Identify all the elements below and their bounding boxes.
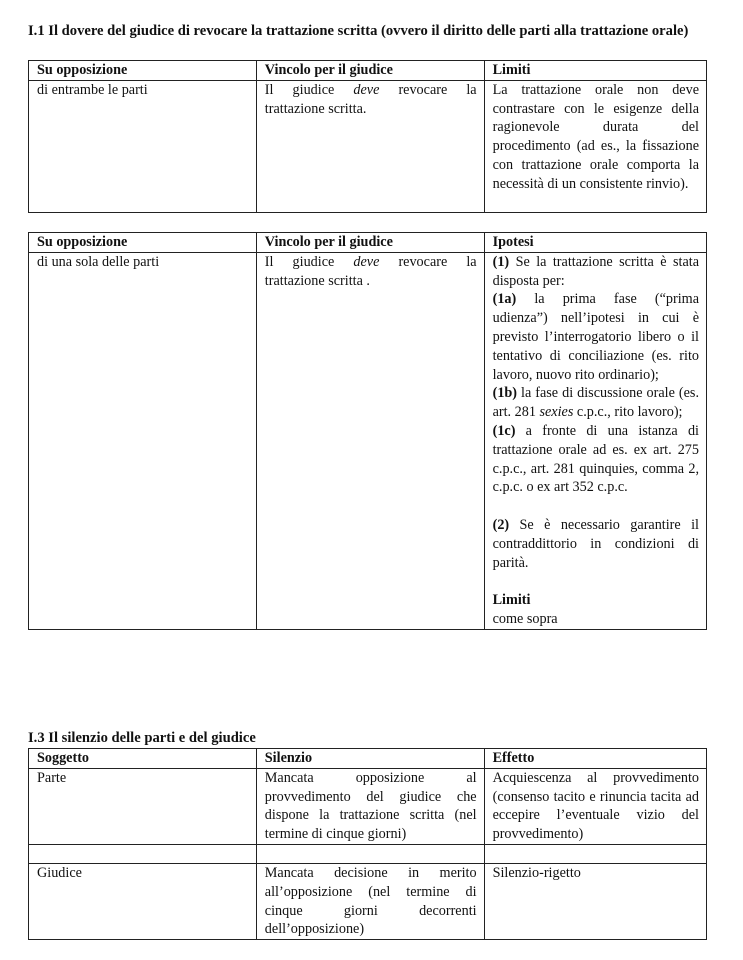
table-opposizione-una-parte: [28, 232, 707, 630]
cell-silenzio: Mancata decisione in merito all’opposizione (nel termine di cinque giorni decorrenti dell’opposizione): [256, 863, 484, 939]
cell-ipotesi: [484, 252, 706, 629]
cell-soggetto: Parte: [29, 768, 257, 844]
vincolo-text-post: revocare la trattazione scritta .: [264, 253, 477, 289]
ipotesi-1b-text-post: c.p.c., rito lavoro);: [573, 404, 683, 421]
table-header-row: [29, 749, 707, 769]
header-ipotesi: Ipotesi: [484, 233, 706, 253]
vincolo-emphasis: deve: [353, 253, 380, 270]
cell-soggetto: Giudice: [29, 863, 257, 939]
spacer: [493, 497, 699, 516]
ipotesi-1b: [493, 384, 699, 422]
table-opposizione-entrambe: [28, 60, 707, 213]
header-su-opposizione: Su opposizione: [29, 233, 257, 253]
header-silenzio: Silenzio: [256, 749, 484, 769]
ipotesi-1: [493, 253, 699, 291]
table-row: [29, 863, 707, 939]
ipotesi-1a-label: (1a): [492, 291, 517, 308]
cell-vincolo: [256, 80, 484, 212]
section-3-title: I.3 Il silenzio delle parti e del giudice: [28, 730, 256, 746]
table-row: [29, 768, 707, 844]
header-vincolo: Vincolo per il giudice: [256, 233, 484, 253]
ipotesi-1a-text: la prima fase (“prima udienza”) nell’ipotesi in cui è previsto l’interrogatorio libero o il tentativo di conciliazione (es. rito lavoro, nuovo rito ordinario);: [492, 291, 699, 383]
header-su-opposizione: Su opposizione: [29, 61, 257, 81]
ipotesi-2-text: Se è necessario garantire il contraddittorio in condizioni di parità.: [492, 516, 699, 571]
ipotesi-2-label: (2): [492, 516, 510, 533]
cell-effetto: Silenzio-rigetto: [484, 863, 706, 939]
cell-silenzio: [256, 844, 484, 863]
ipotesi-1b-label: (1b): [492, 385, 518, 402]
cell-limiti: La trattazione orale non deve contrastare con le esigenze della ragionevole durata del procedimento (ad es., la fissazione con trattazione orale comporta la necessità di un consistente rinvio).: [484, 80, 706, 212]
cell-opposizione: di una sola delle parti: [29, 252, 257, 629]
table-header-row: [29, 61, 707, 81]
vincolo-emphasis: deve: [353, 81, 380, 98]
ipotesi-1c-text: a fronte di una istanza di trattazione orale ad es. ex art. 275 c.p.c., art. 281 quinquies, comma 2, c.p.c. o ex art 352 c.p.c.: [492, 422, 699, 496]
cell-effetto: [484, 844, 706, 863]
section-1-title: I.1 Il dovere del giudice di revocare la trattazione scritta (ovvero il diritto delle parti alla trattazione orale): [28, 23, 689, 39]
table-row: [29, 844, 707, 863]
limiti-label: Limiti: [492, 592, 531, 609]
table-header-row: [29, 233, 707, 253]
spacer: [493, 572, 699, 591]
header-vincolo: Vincolo per il giudice: [256, 61, 484, 81]
cell-opposizione: di entrambe le parti: [29, 80, 257, 212]
table-row: [29, 80, 707, 212]
table-silenzio: [28, 748, 707, 940]
header-limiti: Limiti: [484, 61, 706, 81]
ipotesi-1c: [493, 422, 699, 497]
cell-soggetto: [29, 844, 257, 863]
vincolo-text-post: revocare la trattazione scritta.: [264, 81, 477, 117]
cell-vincolo: [256, 252, 484, 629]
ipotesi-1c-label: (1c): [492, 422, 516, 439]
limiti-text: come sopra: [492, 610, 558, 627]
table-row: [29, 252, 707, 629]
cell-effetto: Acquiescenza al provvedimento (consenso tacito e rinuncia tacita ad eccepire l’eventuale vizio del provvedimento): [484, 768, 706, 844]
ipotesi-1-text: Se la trattazione scritta è stata disposta per:: [492, 253, 699, 289]
header-soggetto: Soggetto: [29, 749, 257, 769]
vincolo-text-pre: Il giudice: [264, 81, 354, 98]
ipotesi-1-label: (1): [492, 253, 510, 270]
ipotesi-1a: [493, 290, 699, 384]
ipotesi-1b-text-pre: la fase di discussione orale (es. art. 281: [492, 385, 699, 421]
header-effetto: Effetto: [484, 749, 706, 769]
ipotesi-2: [493, 516, 699, 572]
vincolo-text-pre: Il giudice: [264, 253, 354, 270]
cell-silenzio: Mancata opposizione al provvedimento del giudice che dispone la trattazione scritta (nel termine di cinque giorni): [256, 768, 484, 844]
ipotesi-1b-emphasis: sexies: [539, 404, 574, 421]
